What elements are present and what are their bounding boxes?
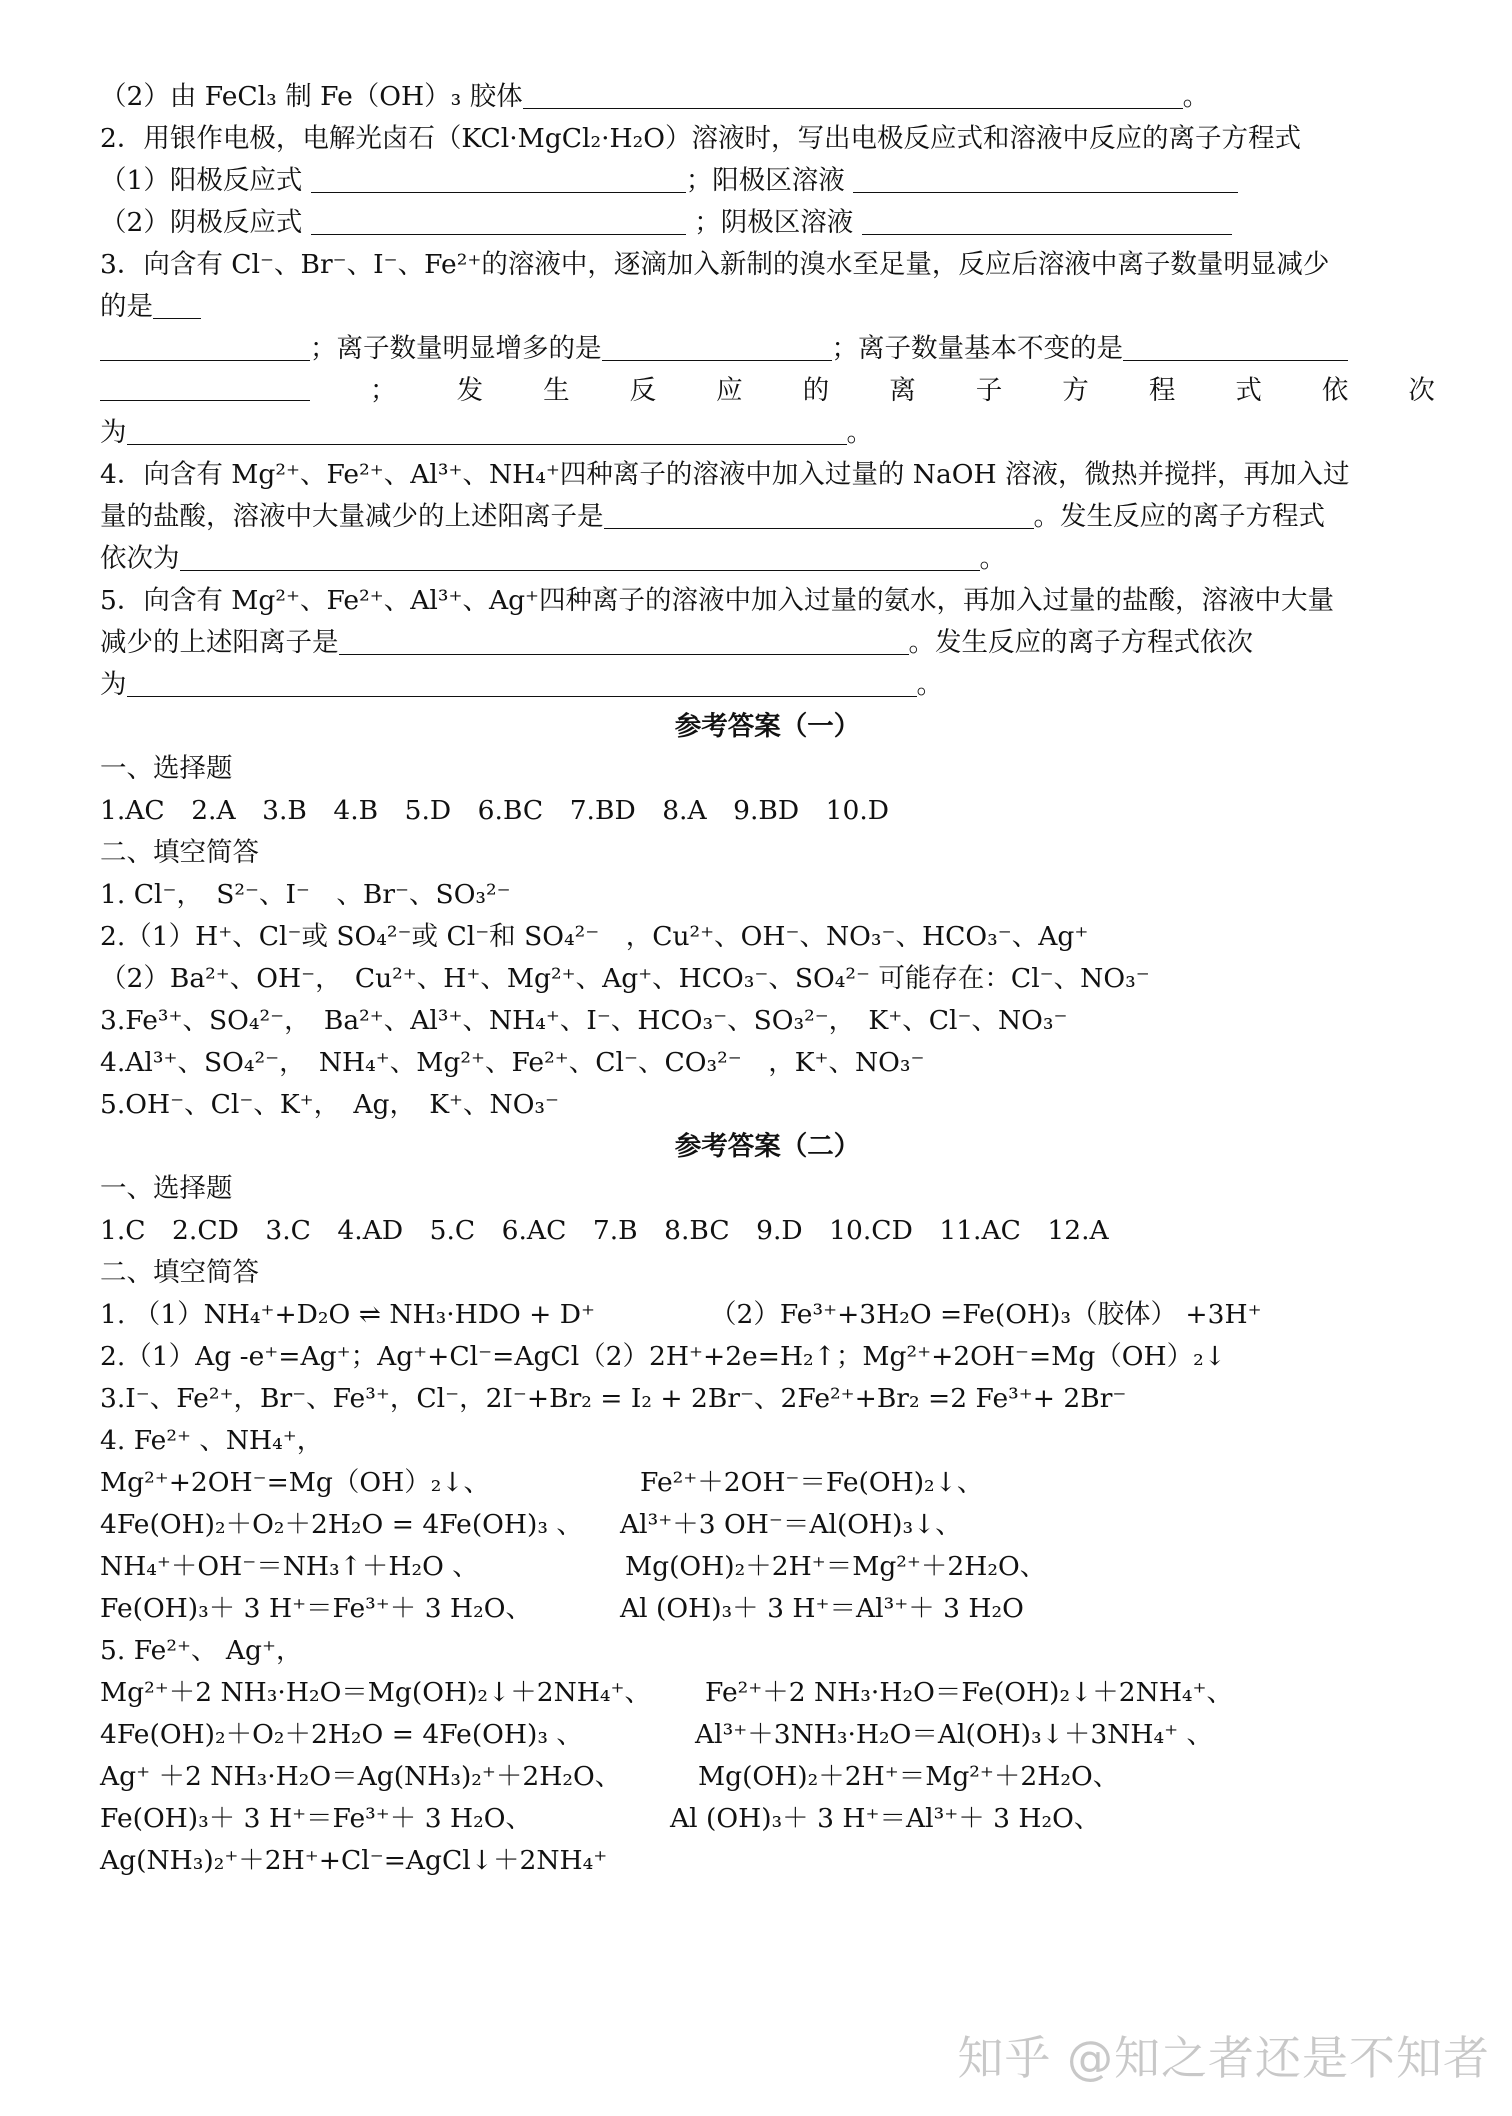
section-heading: 一、选择题	[100, 1173, 233, 1204]
question-text: 的是	[100, 291, 153, 322]
equation-right: Al³⁺＋3 OH⁻＝Al(OH)₃↓、	[620, 1509, 962, 1540]
question-char: 离	[889, 375, 916, 406]
equation-left: Mg²⁺＋2 NH₃·H₂O＝Mg(OH)₂↓＋2NH₄⁺、	[100, 1677, 652, 1708]
question-char: 反	[629, 375, 657, 406]
question-char: 的	[802, 375, 830, 406]
question-2-2-line	[100, 76, 1435, 118]
answer-line: 5.OH⁻、Cl⁻、K⁺， Ag， K⁺、NO₃⁻	[100, 1089, 560, 1120]
equation-right: Mg(OH)₂＋2H⁺＝Mg²⁺＋2H₂O、	[625, 1551, 1047, 1582]
answer-blank[interactable]	[153, 288, 201, 319]
equation-right: Al³⁺＋3NH₃·H₂O＝Al(OH)₃↓＋3NH₄⁺ 、	[695, 1719, 1214, 1750]
question-char: 依	[1321, 375, 1349, 406]
question-text: 。发生反应的离子方程式	[1033, 501, 1325, 532]
question-char: 方	[1062, 375, 1089, 406]
answer-blank[interactable]	[311, 204, 686, 235]
equation-right: Al (OH)₃＋ 3 H⁺＝Al³⁺＋ 3 H₂O、	[670, 1803, 1101, 1834]
answer-blank[interactable]	[127, 666, 917, 697]
punctuation: 。	[979, 543, 1006, 574]
question-text: 减少的上述阳离子是	[100, 627, 339, 658]
answer-row	[100, 1714, 1435, 1756]
answer-row	[100, 1504, 1435, 1546]
answer-blank[interactable]	[100, 330, 310, 361]
answer-blank[interactable]	[100, 370, 310, 401]
question-char: 发	[456, 375, 484, 406]
answer-right: （2）Fe³⁺+3H₂O =Fe(OH)₃（胶体） +3H⁺	[710, 1299, 1262, 1330]
question-5-line2	[100, 622, 1435, 664]
answer-line: 3.Fe³⁺、SO₄²⁻， Ba²⁺、Al³⁺、NH₄⁺、I⁻、HCO₃⁻、SO₃²⁻， K⁺、Cl⁻、NO₃⁻	[100, 1005, 1068, 1036]
answer-row	[100, 1546, 1435, 1588]
answer-blank[interactable]	[180, 540, 980, 571]
question-text: ；离子数量明显增多的是	[310, 333, 602, 364]
equation-left: Ag⁺ ＋2 NH₃·H₂O＝Ag(NH₃)₂⁺＋2H₂O、	[100, 1761, 622, 1792]
answer-blank[interactable]	[339, 624, 909, 655]
answer-line: 2.（1）H⁺、Cl⁻或 SO₄²⁻或 Cl⁻和 SO₄²⁻ ，Cu²⁺、OH⁻、NO₃⁻、HCO₃⁻、Ag⁺	[100, 921, 1089, 952]
question-3-line5	[100, 412, 1435, 454]
question-text: 5．向含有 Mg²⁺、Fe²⁺、Al³⁺、Ag⁺四种离子的溶液中加入过量的氨水，再加入过量的盐酸，溶液中大量	[100, 585, 1335, 616]
equation-left: NH₄⁺＋OH⁻＝NH₃↑＋H₂O 、	[100, 1551, 479, 1582]
question-3-line1	[100, 244, 1435, 286]
answer-blank[interactable]	[127, 414, 847, 445]
question-text: 3．向含有 Cl⁻、Br⁻、I⁻、Fe²⁺的溶液中，逐滴加入新制的溴水至足量，反应后溶液中离子数量明显减少	[100, 249, 1330, 280]
answer-line: 5. Fe²⁺、 Ag⁺，	[100, 1635, 303, 1666]
answer-left: 1. （1）NH₄⁺+D₂O ⇌ NH₃·HDO + D⁺	[100, 1299, 596, 1330]
question-char: 式	[1235, 375, 1262, 406]
answer-line: 1. Cl⁻， S²⁻、I⁻ 、Br⁻、SO₃²⁻	[100, 879, 511, 910]
answer-blank[interactable]	[604, 498, 1034, 529]
question-text: ；阳极区溶液	[685, 165, 845, 196]
question-text: 为	[100, 669, 127, 700]
answer-line: （2）Ba²⁺、OH⁻， Cu²⁺、H⁺、Mg²⁺、Ag⁺、HCO₃⁻、SO₄²⁻ 可能存在：Cl⁻、NO₃⁻	[100, 963, 1150, 994]
question-text: 为	[100, 417, 127, 448]
answers-1-title: 参考答案（一）	[674, 711, 861, 742]
punctuation: 。	[916, 669, 943, 700]
question-text: （2）阴极反应式	[100, 207, 303, 238]
question-4-line3	[100, 538, 1435, 580]
question-char: 次	[1408, 375, 1435, 406]
answer-row	[100, 1798, 1435, 1840]
equation-right: Fe²⁺＋2OH⁻＝Fe(OH)₂↓、	[640, 1467, 984, 1498]
question-4-line1	[100, 454, 1435, 496]
equation-left: Mg²⁺+2OH⁻=Mg（OH）₂↓、	[100, 1467, 491, 1498]
answer-blank[interactable]	[1123, 330, 1348, 361]
answer-line: 4.Al³⁺、SO₄²⁻， NH₄⁺、Mg²⁺、Fe²⁺、Cl⁻、CO₃²⁻ ，K⁺、NO₃⁻	[100, 1047, 925, 1078]
question-char: 生	[543, 375, 570, 406]
question-text: （1）阳极反应式	[100, 165, 303, 196]
question-2-stem	[100, 118, 1435, 160]
watermark: 知乎 @知之者还是不知者	[957, 2031, 1490, 2085]
section-heading: 二、填空简答	[100, 837, 259, 868]
answer-blank[interactable]	[602, 330, 832, 361]
question-text: 4．向含有 Mg²⁺、Fe²⁺、Al³⁺、NH₄⁺四种离子的溶液中加入过量的 NaOH 溶液，微热并搅拌，再加入过	[100, 459, 1350, 490]
answer-line: Ag(NH₃)₂⁺＋2H⁺+Cl⁻=AgCl↓＋2NH₄⁺	[100, 1845, 608, 1876]
punctuation: 。	[1182, 81, 1210, 112]
answer-blank[interactable]	[523, 78, 1183, 109]
question-char: 应	[716, 375, 743, 406]
question-3-line4	[100, 370, 1435, 412]
question-5-line1	[100, 580, 1435, 622]
question-text: 依次为	[100, 543, 180, 574]
choice-answers: 1.AC 2.A 3.B 4.B 5.D 6.BC 7.BD 8.A 9.BD 10.D	[100, 795, 890, 826]
document-page	[100, 76, 1435, 1882]
answers-2-title: 参考答案（二）	[674, 1131, 861, 1162]
question-text: 量的盐酸，溶液中大量减少的上述阳离子是	[100, 501, 604, 532]
question-text: 2．用银作电极，电解光卤石（KCl·MgCl₂·H₂O）溶液时，写出电极反应式和溶液中反应的离子方程式	[100, 123, 1301, 154]
answer-row	[100, 1756, 1435, 1798]
question-5-line3	[100, 664, 1435, 706]
answer-line: 4. Fe²⁺ 、NH₄⁺，	[100, 1425, 324, 1456]
question-char: 程	[1148, 375, 1176, 406]
question-text: ；阴极区溶液	[694, 207, 854, 238]
equation-right: Al (OH)₃＋ 3 H⁺＝Al³⁺＋ 3 H₂O	[620, 1593, 1024, 1624]
answer-line: 3.I⁻、Fe²⁺，Br⁻、Fe³⁺，Cl⁻，2I⁻+Br₂ = I₂ + 2Br⁻、2Fe²⁺+Br₂ =2 Fe³⁺+ 2Br⁻	[100, 1383, 1127, 1414]
question-char: ；	[370, 375, 397, 406]
question-3-line3	[100, 328, 1435, 370]
equation-right: Mg(OH)₂＋2H⁺＝Mg²⁺＋2H₂O、	[698, 1761, 1120, 1792]
question-char: 子	[975, 375, 1003, 406]
section-heading: 二、填空简答	[100, 1257, 259, 1288]
question-text: 。发生反应的离子方程式依次	[908, 627, 1253, 658]
section-heading: 一、选择题	[100, 753, 233, 784]
answer-row	[100, 1462, 1435, 1504]
question-text: （2）由 FeCl₃ 制 Fe（OH）₃ 胶体	[100, 81, 523, 112]
equation-right: Fe²⁺＋2 NH₃·H₂O＝Fe(OH)₂↓＋2NH₄⁺、	[705, 1677, 1234, 1708]
answer-blank[interactable]	[862, 204, 1232, 235]
answer-blank[interactable]	[311, 162, 686, 193]
question-2-part1	[100, 160, 1435, 202]
question-3-line2	[100, 286, 1435, 328]
punctuation: 。	[846, 417, 873, 448]
answer-row	[100, 1588, 1435, 1630]
question-text: ；离子数量基本不变的是	[831, 333, 1123, 364]
question-4-line2	[100, 496, 1435, 538]
equation-left: 4Fe(OH)₂＋O₂＋2H₂O = 4Fe(OH)₃ 、	[100, 1509, 583, 1540]
equation-left: Fe(OH)₃＋ 3 H⁺＝Fe³⁺＋ 3 H₂O、	[100, 1593, 532, 1624]
equation-left: Fe(OH)₃＋ 3 H⁺＝Fe³⁺＋ 3 H₂O、	[100, 1803, 532, 1834]
answer-blank[interactable]	[853, 162, 1238, 193]
answer-line: 2.（1）Ag -e⁺=Ag⁺；Ag⁺+Cl⁻=AgCl（2）2H⁺+2e=H₂↑；Mg²⁺+2OH⁻=Mg（OH）₂↓	[100, 1341, 1226, 1372]
equation-left: 4Fe(OH)₂＋O₂＋2H₂O = 4Fe(OH)₃ 、	[100, 1719, 583, 1750]
answer-row	[100, 1672, 1435, 1714]
question-2-part2	[100, 202, 1435, 244]
answer-line	[100, 1294, 1435, 1336]
choice-answers: 1.C 2.CD 3.C 4.AD 5.C 6.AC 7.B 8.BC 9.D 10.CD 11.AC 12.A	[100, 1215, 1109, 1246]
